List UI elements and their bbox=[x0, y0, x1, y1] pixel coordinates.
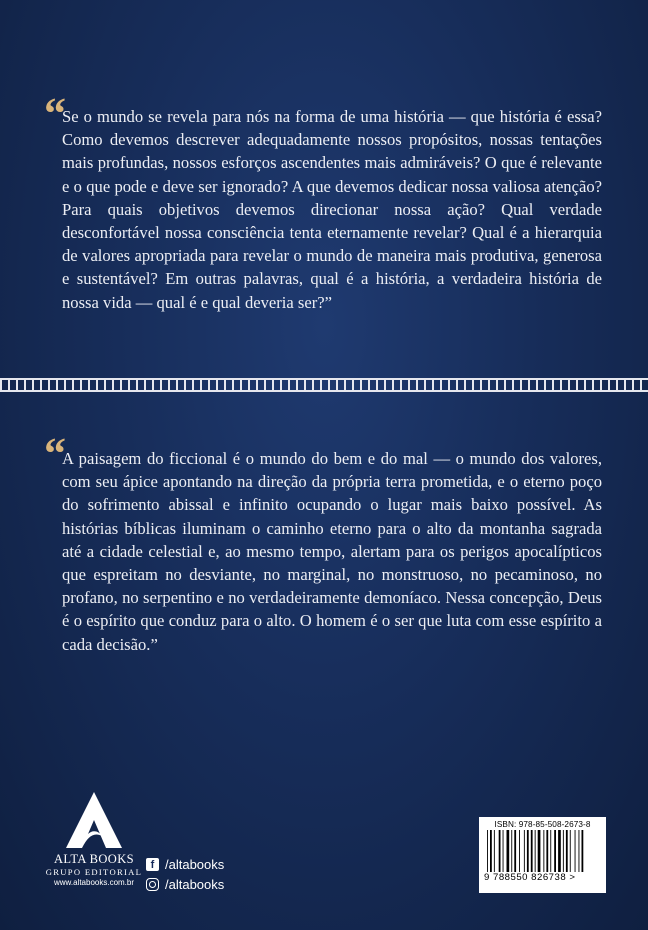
isbn-barcode bbox=[479, 817, 606, 893]
quote-text-1: Se o mundo se revela para nós na forma de uma história — que história é essa? Como devemos descrever adequadamente nossos propósitos, nossas tentações mais profundas, nossos esforços ascendentes mais admiráveis? O que é relevante e o que pode e deve ser ignorado? A que devemos dedicar nossa valiosa atenção? Para quais objetivos devemos direcionar nossa ação? Qual verdade desconfortável nossa consciência tenta eternamente revelar? Qual é a hierarquia de valores apropriada para revelar o mundo de maneira mais produtiva, generosa e sustentável? Em outras palavras, qual é a história, a verdadeira história de nossa vida — qual é e qual deveria ser?” bbox=[62, 107, 602, 312]
instagram-handle: /altabooks bbox=[165, 877, 225, 892]
quote-mark-icon: “ bbox=[44, 429, 66, 478]
rail-divider bbox=[0, 378, 648, 392]
publisher-name: ALTA BOOKS bbox=[54, 852, 134, 866]
publisher-url: www.altabooks.com.br bbox=[53, 878, 135, 887]
social-instagram bbox=[146, 877, 224, 892]
barcode-digits: 9 788550 826738 > bbox=[484, 872, 601, 883]
isbn-label: ISBN: 978-85-508-2673-8 bbox=[494, 820, 591, 829]
social-facebook bbox=[146, 857, 224, 872]
facebook-handle: /altabooks bbox=[165, 857, 225, 872]
quote-mark-icon: “ bbox=[44, 89, 66, 138]
quote-text-2: A paisagem do ficcional é o mundo do bem e do mal — o mundo dos valores, com seu ápice apontando na direção da própria terra prometida, e o eterno poço do sofrimento abissal e infinito ocupando o lugar mais baixo possível. As histórias bíblicas iluminam o caminho eterno para o alto da montanha sagrada até a cidade celestial e, ao mesmo tempo, alertam para os perigos apocalípticos que espreitam no desviante, no marginal, no monstruoso, no pecaminoso, no profano, no serpentino e no verdadeiramente demoníaco. Nessa concepção, Deus é o espírito que conduz para o alto. O homem é o ser que luta com esse espírito a cada decisão.” bbox=[62, 449, 602, 654]
publisher-logo bbox=[44, 790, 144, 887]
alta-books-mountain-icon bbox=[62, 790, 126, 850]
publisher-subtitle: GRUPO EDITORIAL bbox=[45, 867, 143, 877]
facebook-icon: f bbox=[146, 858, 159, 871]
instagram-icon bbox=[146, 878, 159, 891]
